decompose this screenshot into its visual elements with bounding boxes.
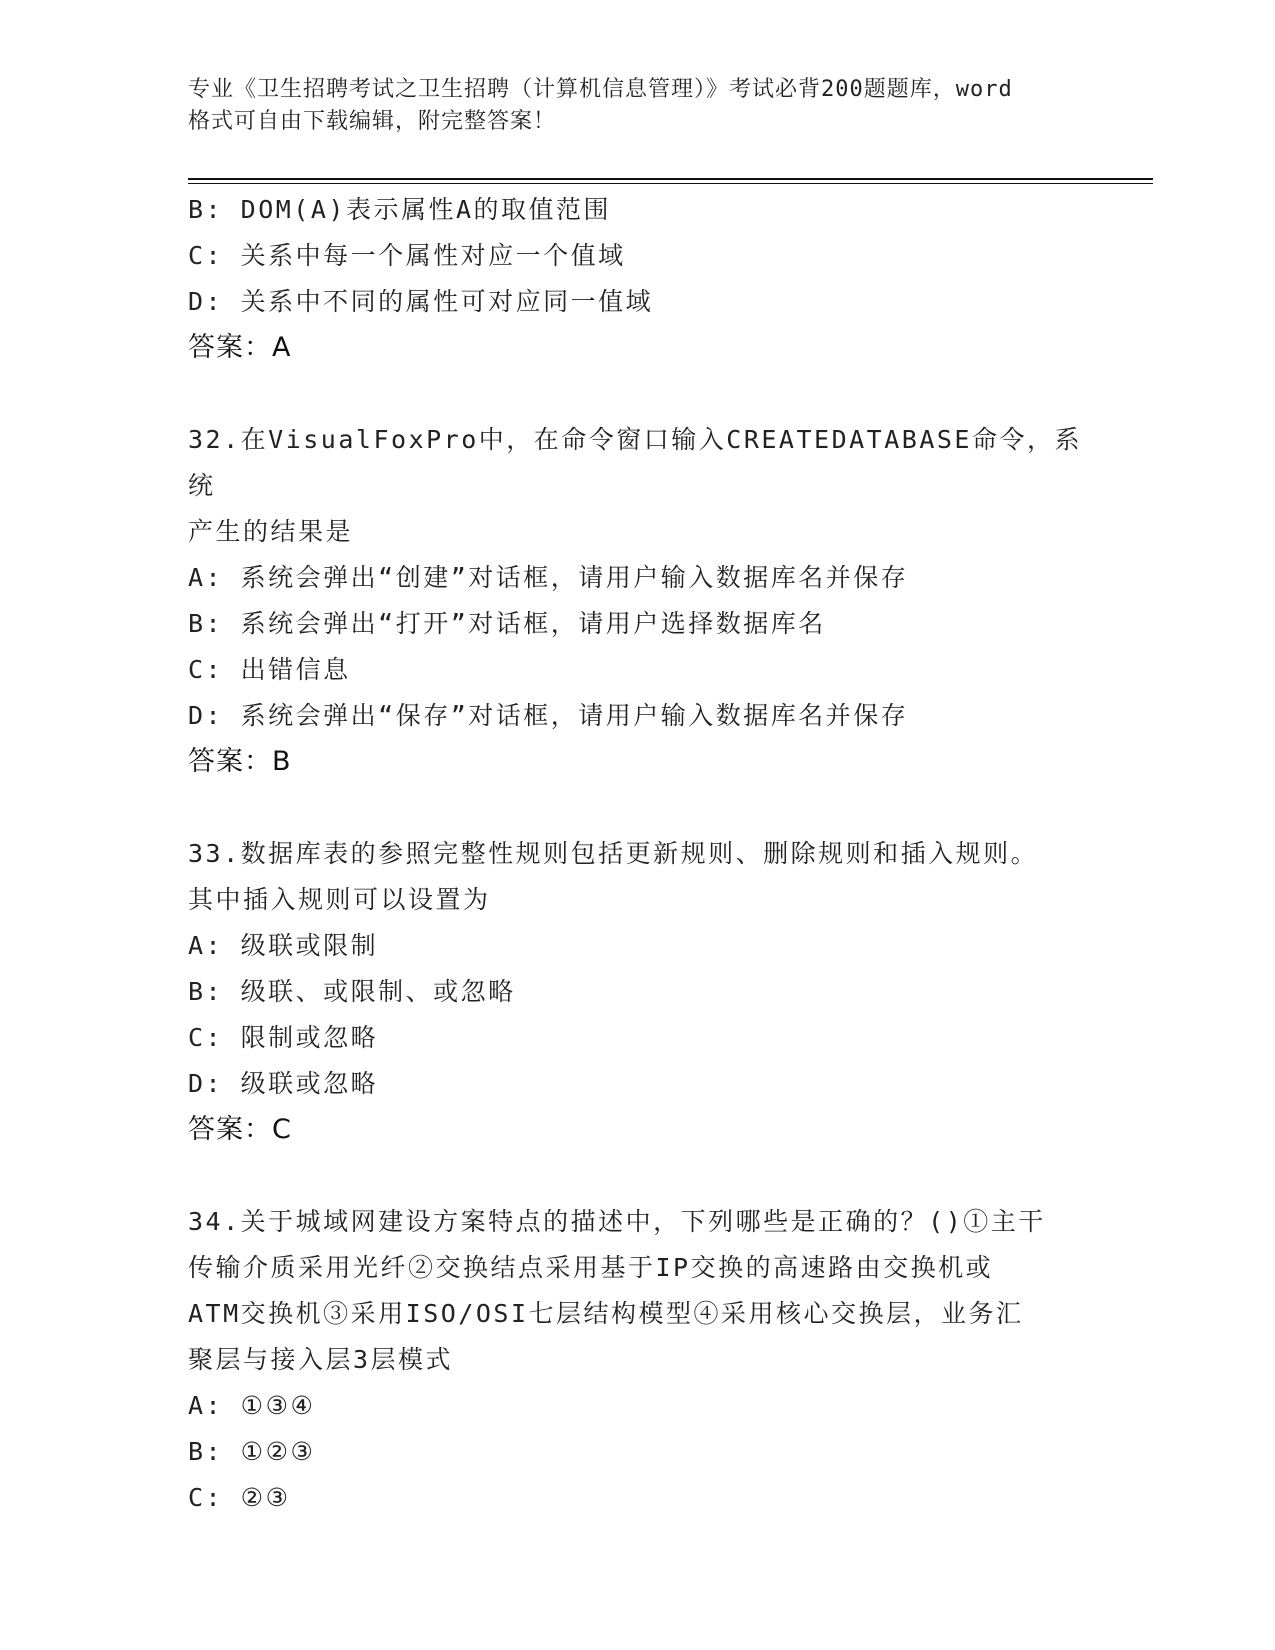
option-d: D: 级联或忽略 xyxy=(188,1069,379,1098)
question-33 xyxy=(188,831,1088,1153)
header-line-2: 格式可自由下载编辑，附完整答案！ xyxy=(188,109,557,134)
question-list xyxy=(188,187,1088,1521)
spacer xyxy=(188,785,1088,831)
spacer xyxy=(188,371,1088,417)
option-c: C: 出错信息 xyxy=(188,655,351,684)
option-a: A: 级联或限制 xyxy=(188,931,379,960)
answer-label: 答案：C xyxy=(188,1114,292,1145)
answer-label: 答案：B xyxy=(188,746,292,777)
question-34 xyxy=(188,1199,1088,1521)
question-stem-line: 传输介质采用光纤②交换结点采用基于IP交换的高速路由交换机或 xyxy=(188,1253,994,1282)
question-stem-line: 32.在VisualFoxPro中，在命令窗口输入CREATEDATABASE命令，系统 xyxy=(188,425,1082,500)
option-c: C: 限制或忽略 xyxy=(188,1023,379,1052)
option-b: B: DOM(A)表示属性A的取值范围 xyxy=(188,195,612,224)
question-stem-line: 聚层与接入层3层模式 xyxy=(188,1345,454,1374)
question-31-fragment xyxy=(188,187,1088,371)
document-header xyxy=(188,74,1088,138)
question-stem-line: 产生的结果是 xyxy=(188,517,354,546)
header-divider-thick xyxy=(188,178,1153,180)
option-c: C: ②③ xyxy=(188,1483,291,1512)
option-d: D: 关系中不同的属性可对应同一值域 xyxy=(188,287,654,316)
option-c: C: 关系中每一个属性对应一个值域 xyxy=(188,241,626,270)
header-divider-thin xyxy=(188,183,1153,184)
header-line-1: 专业《卫生招聘考试之卫生招聘（计算机信息管理）》考试必背200题题库，word xyxy=(188,77,1013,102)
question-32 xyxy=(188,417,1088,785)
option-a: A: ①③④ xyxy=(188,1391,316,1420)
option-b: B: 系统会弹出“打开”对话框，请用户选择数据库名 xyxy=(188,609,826,638)
option-b: B: ①②③ xyxy=(188,1437,316,1466)
option-a: A: 系统会弹出“创建”对话框，请用户输入数据库名并保存 xyxy=(188,563,909,592)
option-d: D: 系统会弹出“保存”对话框，请用户输入数据库名并保存 xyxy=(188,701,909,730)
question-stem-line: 其中插入规则可以设置为 xyxy=(188,885,491,914)
spacer xyxy=(188,1153,1088,1199)
question-stem-line: ATM交换机③采用ISO/OSI七层结构模型④采用核心交换层，业务汇 xyxy=(188,1299,1024,1328)
question-stem-line: 33.数据库表的参照完整性规则包括更新规则、删除规则和插入规则。 xyxy=(188,839,1039,868)
answer-label: 答案：A xyxy=(188,332,292,363)
question-stem-line: 34.关于城域网建设方案特点的描述中，下列哪些是正确的？()①主干 xyxy=(188,1207,1046,1236)
option-b: B: 级联、或限制、或忽略 xyxy=(188,977,516,1006)
